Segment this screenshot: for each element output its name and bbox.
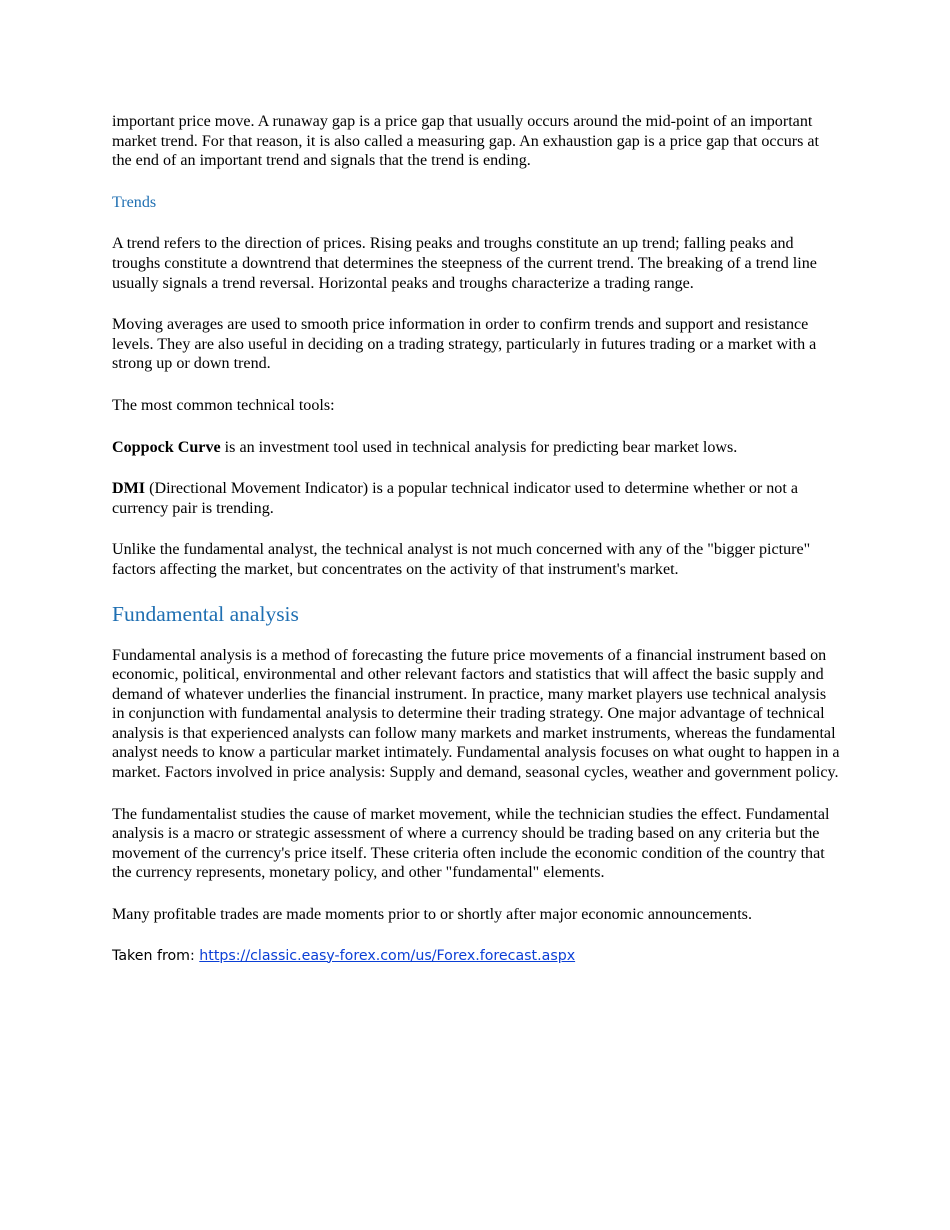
fundamental-paragraph-1: Fundamental analysis is a method of forecasting the future price movements of a financial instrument based on economic, political, environmental and other relevant factors and statistics that will affect the basic supply and demand of whatever underlies the financial instrument. In practice, many market players use technical analysis in conjunction with fundamental analysis to determine their trading strategy. One major advantage of technical analysis is that experienced analysts can follow many markets and market instruments, whereas the fundamental analyst needs to know a particular market intimately. Fundamental analysis focuses on what ought to happen in a market. Factors involved in price analysis: Supply and demand, seasonal cycles, weather and government policy. (112, 646, 840, 782)
fundamental-analysis-heading: Fundamental analysis (112, 601, 299, 626)
source-citation (112, 947, 842, 966)
tool-dmi (112, 479, 842, 518)
tool-description: (Directional Movement Indicator) is a popular technical indicator used to determine whether or not a currency pair is trending. (112, 480, 798, 517)
tools-intro: The most common technical tools: (112, 396, 335, 414)
tool-term: Coppock Curve (112, 438, 221, 456)
technical-closing-paragraph: Unlike the fundamental analyst, the technical analyst is not much concerned with any of the "bigger picture" factors affecting the market, but concentrates on the activity of that instrument's market. (112, 541, 811, 578)
trends-paragraph-1: A trend refers to the direction of prices. Rising peaks and troughs constitute an up trend; falling peaks and troughs constitute a downtrend that determines the steepness of the current trend. The breaking of a trend line usually signals a trend reversal. Horizontal peaks and troughs characterize a trading range. (112, 235, 817, 292)
fundamental-paragraph-2: The fundamentalist studies the cause of market movement, while the technician studies the effect. Fundamental analysis is a macro or strategic assessment of where a currency should be trading based on any criteria but the movement of the currency's price itself. These criteria often include the economic condition of the country that the currency represents, monetary policy, and other "fundamental" elements. (112, 805, 830, 882)
source-label: Taken from: (112, 947, 200, 964)
tool-term: DMI (112, 480, 146, 498)
fundamental-paragraph-3: Many profitable trades are made moments prior to or shortly after major economic announcements. (112, 906, 752, 924)
intro-paragraph: important price move. A runaway gap is a price gap that usually occurs around the mid-point of an important market trend. For that reason, it is also called a measuring gap. An exhaustion gap is a price gap that occurs at the end of an important trend and signals that the trend is ending. (112, 113, 820, 170)
tool-coppock-curve (112, 438, 842, 458)
source-link[interactable]: https://classic.easy-forex.com/us/Forex.forecast.aspx (199, 947, 576, 964)
document-page (112, 112, 842, 966)
trends-paragraph-2: Moving averages are used to smooth price information in order to confirm trends and support and resistance levels. They are also useful in deciding on a trading strategy, particularly in futures trading or a market with a strong up or down trend. (112, 316, 817, 373)
trends-heading: Trends (112, 193, 157, 211)
tool-description: is an investment tool used in technical analysis for predicting bear market lows. (220, 438, 738, 456)
